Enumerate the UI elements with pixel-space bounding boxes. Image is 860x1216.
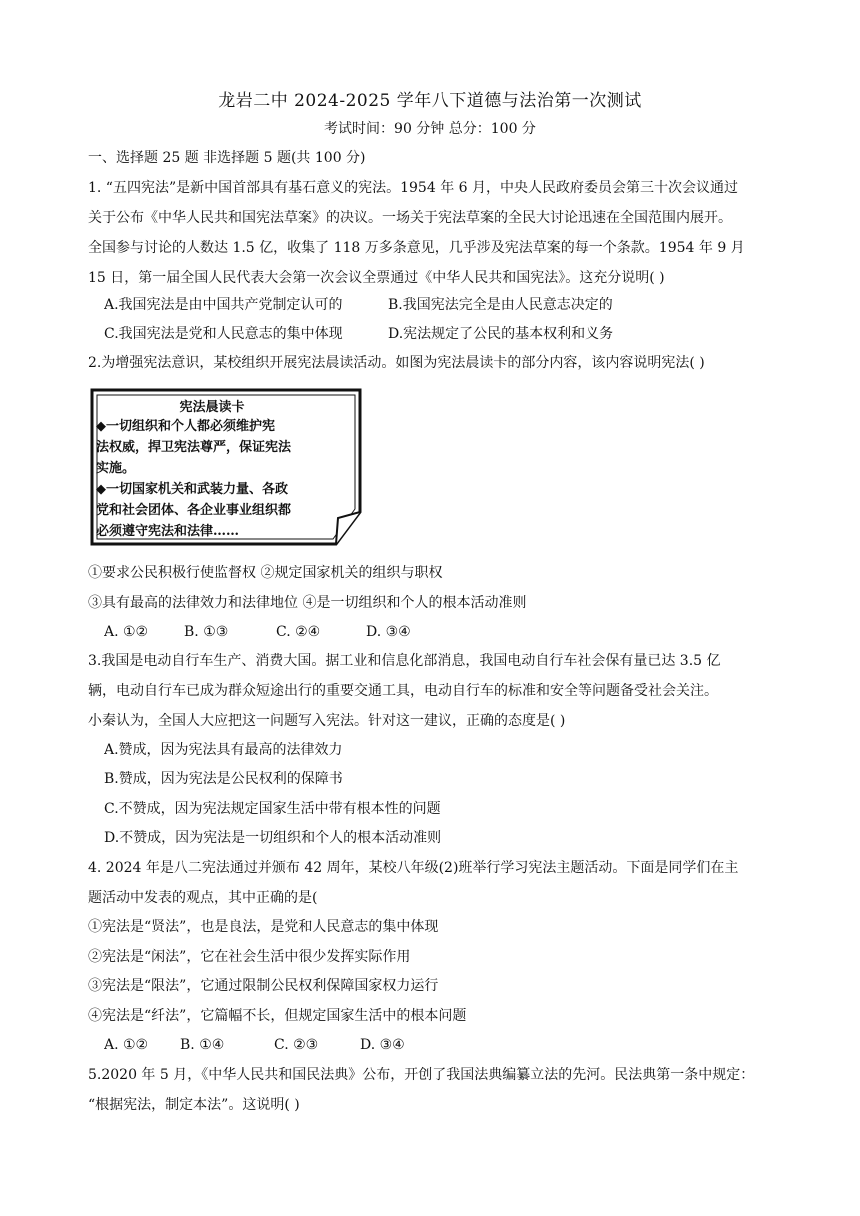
- q3-stem-line: 小秦认为，全国人大应把这一问题写入宪法。针对这一建议，正确的态度是( ): [88, 713, 566, 729]
- q4-item-line: ①宪法是“贤法”，也是良法，是党和人民意志的集中体现: [88, 919, 439, 935]
- q3-option-c[interactable]: C.不赞成，因为宪法规定国家生活中带有根本性的问题: [104, 801, 441, 817]
- card-line: ◆一切国家机关和武装力量、各政: [96, 482, 288, 497]
- q1-stem-line: 全国参与讨论的人数达 1.5 亿，收集了 118 万多条意见，几乎涉及宪法草案的每一个条款。1954 年 9 月: [88, 240, 745, 256]
- q4-item-line: ③宪法是“限法”，它通过限制公民权利保障国家权力运行: [88, 978, 439, 994]
- q4-option-d[interactable]: D. ③④: [360, 1037, 405, 1053]
- q1-stem-line: 关于公布《中华人民共和国宪法草案》的决议。一场关于宪法草案的全民大讨论迅速在全国范围内展开。: [88, 210, 732, 226]
- q2-item-line: ①要求公民积极行使监督权 ②规定国家机关的组织与职权: [88, 565, 443, 581]
- q2-option-a[interactable]: A. ①②: [104, 624, 149, 640]
- q2-stem: 2.为增强宪法意识，某校组织开展宪法晨读活动。如图为宪法晨读卡的部分内容，该内容说明宪法( ): [88, 355, 705, 371]
- q4-option-b[interactable]: B. ①④: [180, 1037, 225, 1053]
- q2-option-d[interactable]: D. ③④: [366, 624, 411, 640]
- q1-stem-line: 15 日，第一届全国人民代表大会第一次会议全票通过《中华人民共和国宪法》。这充分说明( ): [88, 270, 665, 286]
- exam-subtitle: 考试时间：90 分钟 总分：100 分: [324, 121, 536, 137]
- card-title: 宪法晨读卡: [179, 400, 245, 415]
- q3-stem-line: 辆，电动自行车已成为群众短途出行的重要交通工具，电动自行车的标准和安全等问题备受社会关注。: [88, 683, 718, 699]
- q5-stem-line: 5.2020 年 5 月，《中华人民共和国民法典》公布，开创了我国法典编纂立法的先河。民法典第一条中规定：: [88, 1067, 755, 1083]
- card-line: 必须遵守宪法和法律……: [96, 524, 240, 539]
- q1-options-row: [104, 324, 794, 344]
- q2-options-row: [104, 622, 794, 642]
- exam-title: 龙岩二中 2024-2025 学年八下道德与法治第一次测试: [218, 91, 642, 111]
- q4-stem-line: 题活动中发表的观点，其中正确的是(: [88, 890, 318, 906]
- constitution-reading-card: [88, 386, 364, 548]
- q5-stem-line: “根据宪法，制定本法”。这说明( ): [88, 1097, 300, 1113]
- q4-options-row: [104, 1035, 794, 1055]
- q3-option-b[interactable]: B.赞成，因为宪法是公民权利的保障书: [104, 771, 343, 787]
- card-text: [96, 416, 348, 542]
- card-line: 法权威，捍卫宪法尊严，保证宪法: [96, 440, 292, 455]
- q1-option-c[interactable]: C.我国宪法是党和人民意志的集中体现: [104, 326, 343, 342]
- q4-stem-line: 4. 2024 年是八二宪法通过并颁布 42 周年，某校八年级(2)班举行学习宪法主题活动。下面是同学们在主: [88, 860, 739, 876]
- q2-option-c[interactable]: C. ②④: [276, 624, 321, 640]
- q3-option-d[interactable]: D.不赞成，因为宪法是一切组织和个人的根本活动准则: [104, 830, 442, 846]
- q1-option-a[interactable]: A.我国宪法是由中国共产党制定认可的: [104, 297, 343, 313]
- q4-option-a[interactable]: A. ①②: [104, 1037, 149, 1053]
- card-line: 党和社会团体、各企业事业组织都: [96, 503, 292, 518]
- q1-stem-line: 1. “五四宪法”是新中国首部具有基石意义的宪法。1954 年 6 月，中央人民政府委员会第三十次会议通过: [88, 180, 739, 196]
- q4-item-line: ④宪法是“纤法”，它篇幅不长，但规定国家生活中的根本问题: [88, 1008, 467, 1024]
- q3-stem-line: 3.我国是电动自行车生产、消费大国。据工业和信息化部消息，我国电动自行车社会保有量已达 3.5 亿: [88, 653, 721, 669]
- q3-option-a[interactable]: A.赞成，因为宪法具有最高的法律效力: [104, 742, 343, 758]
- q1-option-d[interactable]: D.宪法规定了公民的基本权利和义务: [388, 326, 614, 342]
- q2-option-b[interactable]: B. ①③: [184, 624, 229, 640]
- card-line: ◆一切组织和个人都必须维护宪: [96, 419, 275, 434]
- q4-item-line: ②宪法是“闲法”，它在社会生活中很少发挥实际作用: [88, 949, 411, 965]
- q1-option-b[interactable]: B.我国宪法完全是由人民意志决定的: [388, 297, 613, 313]
- q4-option-c[interactable]: C. ②③: [274, 1037, 319, 1053]
- q1-options-row: [104, 295, 794, 315]
- card-line: 实施。: [96, 461, 136, 476]
- q2-item-line: ③具有最高的法律效力和法律地位 ④是一切组织和个人的根本活动准则: [88, 595, 527, 611]
- section-heading: 一、选择题 25 题 非选择题 5 题(共 100 分): [88, 150, 366, 166]
